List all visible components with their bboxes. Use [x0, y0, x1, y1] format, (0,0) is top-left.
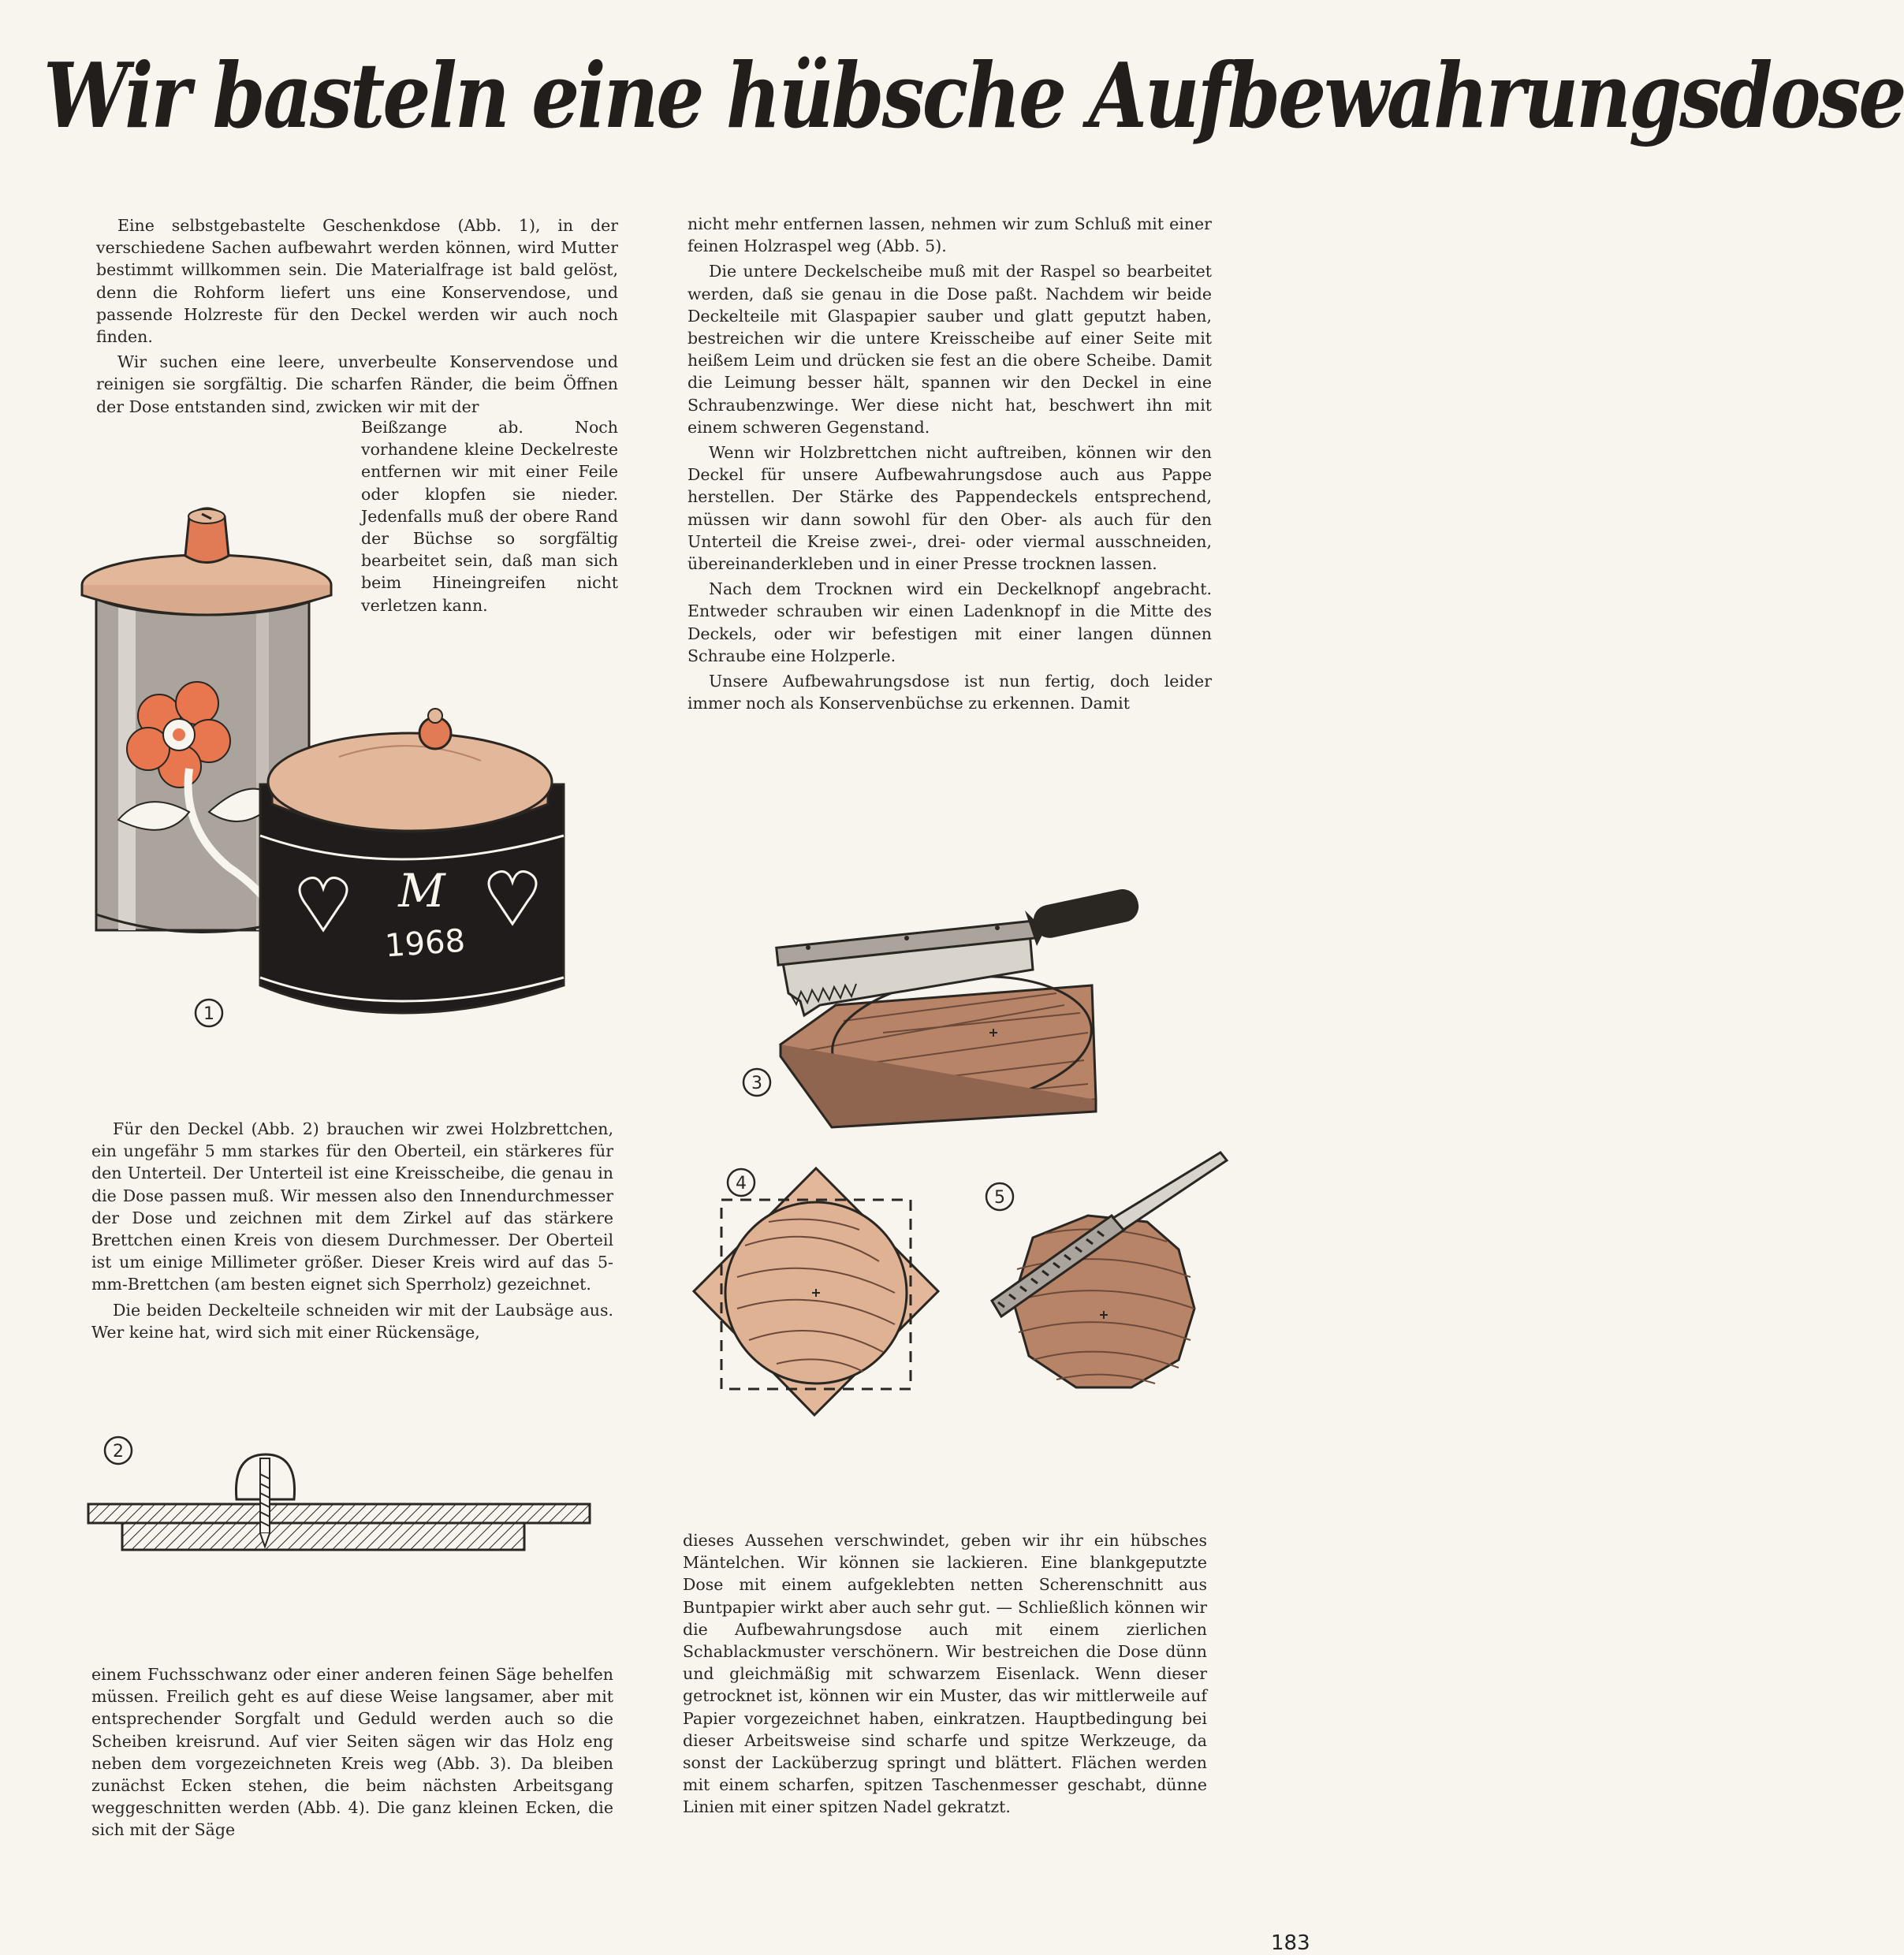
text-right-bottom	[683, 1529, 1207, 1822]
page-title: Wir basteln eine hübsche Aufbewahrungsdose	[43, 43, 1904, 149]
paragraph: Unsere Aufbewahrungsdose ist nun fertig, doch leider immer noch als Konservenbüchse zu erkennen. Damit	[687, 672, 1212, 713]
figure-5-illustration	[970, 1143, 1238, 1419]
figure-1-number: 1	[203, 1004, 214, 1024]
figure-3-illustration	[725, 875, 1167, 1135]
paragraph: einem Fuchsschwanz oder einer anderen feinen Säge behelfen müssen. Freilich geht es auf diese Weise langsamer, aber mit entsprechender Sorgfalt und Geduld werden auch so die Scheiben kreisrund. Auf vier Seiten sägen wir das Holz eng neben dem vorgezeichneten Kreis weg (Abb. 3). Da bleiben zunächst Ecken stehen, die beim nächsten Arbeitsgang weggeschnitten werden (Abb. 4). Die ganz kleinen Ecken, die sich mit der Säge	[91, 1665, 613, 1840]
paragraph: Die untere Deckelscheibe muß mit der Raspel so bearbeitet werden, daß sie genau in die Dose paßt. Nachdem wir beide Deckelteile mit Glaspapier sauber und glatt geputzt haben, bestreichen wir die untere Kreisscheibe auf einer Seite mit heißem Leim und drücken sie fest an die obere Scheibe. Damit die Leimung besser hält, spannen wir den Deckel in eine Schraubenzwinge. Wer diese nicht hat, beschwert ihn mit einem schweren Gegenstand.	[687, 262, 1212, 437]
paragraph: Wenn wir Holzbrettchen nicht auftreiben, können wir den Deckel für unsere Aufbewahrungsdose auch aus Pappe herstellen. Der Stärke des Pappendeckels entsprechend, müssen wir dann sowohl für den Ober- als auch für den Unterteil die Kreise zwei-, drei- oder viermal ausschneiden, übereinanderkleben und in einer Presse trocknen lassen.	[687, 443, 1212, 574]
paragraph: Die beiden Deckelteile schneiden wir mit der Laubsäge aus. Wer keine hat, wird sich mit einer Rückensäge,	[91, 1300, 613, 1342]
text-left-bottom	[91, 1663, 613, 1845]
text-left-middle	[91, 1118, 613, 1346]
tin-monogram: M	[398, 864, 445, 918]
figure-1-illustration	[71, 497, 623, 1048]
black-tin	[260, 709, 564, 1013]
text-left-top	[96, 214, 618, 421]
paragraph: Wir suchen eine leere, unverbeulte Konservendose und reinigen sie sorgfältig. Die scharfen Ränder, die beim Öffnen der Dose entstanden sind, zwicken wir mit der	[96, 352, 618, 416]
figure-3-number: 3	[751, 1074, 762, 1093]
paragraph: Eine selbstgebastelte Geschenkdose (Abb. 1), in der verschiedene Sachen aufbewahrt werden können, wird Mutter bestimmt willkommen sein. Die Materialfrage ist bald gelöst, denn die Rohform liefert uns eine Konservendose, und passende Holzreste für den Deckel werden wir auch noch finden.	[96, 216, 618, 347]
figure-2-illustration	[87, 1427, 591, 1561]
figure-2-number: 2	[113, 1442, 124, 1462]
text-right-top	[687, 213, 1212, 717]
figure-4-illustration	[682, 1159, 950, 1435]
paragraph: Für den Deckel (Abb. 2) brauchen wir zwei Holzbrettchen, ein ungefähr 5 mm starkes für den Oberteil, ein stärkeres für den Unterteil. Der Unterteil ist eine Kreisscheibe, die genau in die Dose passen muß. Wir messen also den Innendurchmesser der Dose und zeichnen mit dem Zirkel auf das stärkere Brettchen einen Kreis von diesem Durchmesser. Der Oberteil ist um einige Millimeter größer. Dieser Kreis wird auf das 5-mm-Brettchen (am besten eignet sich Sperrholz) gezeichnet.	[91, 1119, 613, 1294]
paragraph: dieses Aussehen verschwindet, geben wir ihr ein hübsches Mäntelchen. Wir können sie lackieren. Eine blankgeputzte Dose mit einem aufgeklebten netten Scherenschnitt aus Buntpapier wirkt aber auch sehr gut. — Schließlich können wir die Aufbewahrungsdose auch mit einem zierlichen Schablackmuster verschönern. Wir bestreichen die Dose dünn und gleichmäßig mit schwarzem Eisenlack. Wenn dieser getrocknet ist, können wir ein Muster, das wir mittlerweile auf Papier vorgezeichnet haben, einkratzen. Hauptbedingung bei dieser Arbeitsweise sind scharfe und spitze Werkzeuge, da sonst der Lacküberzug springt und blättert. Flächen werden mit einem scharfen, spitzen Taschenmesser geschabt, dünne Linien mit einer spitzen Nadel gekratzt.	[683, 1531, 1207, 1817]
page-number: 183	[1271, 1931, 1310, 1955]
paragraph: Beißzange ab. Noch vorhandene kleine Deckelreste entfernen wir mit einer Feile oder klopfen sie nieder. Jedenfalls muß der obere Rand der Büchse so sorgfältig bearbeitet sein, daß man sich beim Hineingreifen nicht verletzen kann.	[361, 418, 618, 615]
figure-4-number: 4	[736, 1174, 747, 1193]
paragraph: nicht mehr entfernen lassen, nehmen wir zum Schluß mit einer feinen Holzraspel weg (Abb. 5).	[687, 214, 1212, 256]
figure-5-number: 5	[994, 1188, 1005, 1208]
paragraph: Nach dem Trocknen wird ein Deckelknopf angebracht. Entweder schrauben wir einen Ladenknopf in die Mitte des Deckels, oder wir befestigen mit einer langen dünnen Schraube eine Holzperle.	[687, 579, 1212, 665]
tin-year: 1968	[383, 922, 467, 965]
